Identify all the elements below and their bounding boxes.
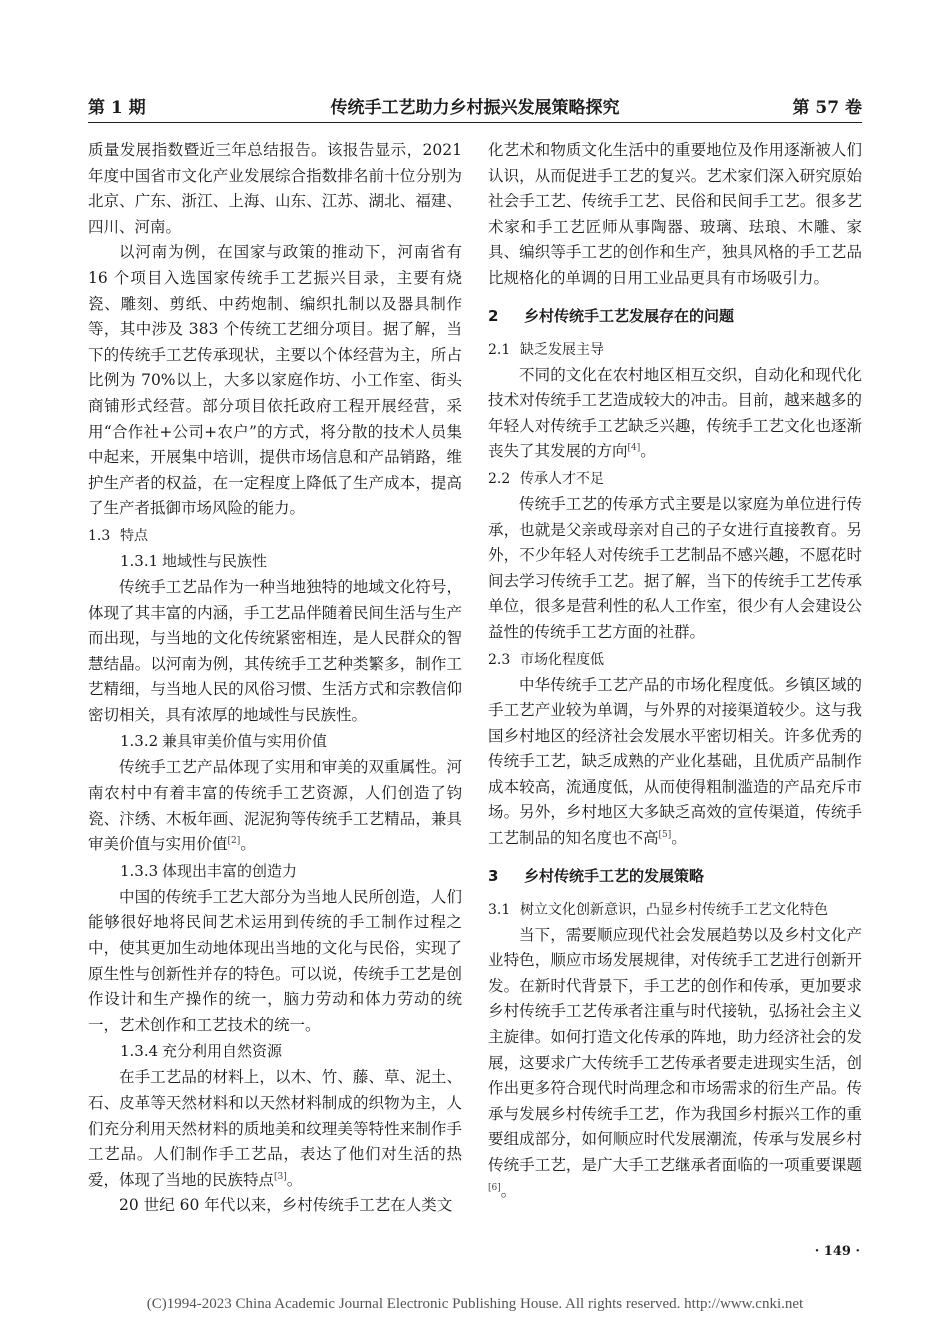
paragraph: 在手工艺品的材料上，以木、竹、藤、草、泥土、石、皮革等天然材料和以天然材料制成的织物为主，人们充分利用天然材料的质地美和纹理美等特性来制作手工艺品。人们制作手工艺品，表达了他们对生活的热爱，体现了当地的民族特点[3]。 bbox=[88, 1068, 462, 1189]
section-heading-1-3-1: 1.3.1 地域性与民族性 bbox=[120, 551, 268, 570]
issue-label: 第 1 期 bbox=[88, 98, 146, 118]
section-heading-2-2: 2.2 传承人才不足 bbox=[488, 470, 604, 487]
paragraph: 以河南为例，在国家与政策的推动下，河南省有 16 个项目入选国家传统手工艺振兴目录，主要有烧瓷、雕刻、剪纸、中药炮制、编织扎制以及器具制作等，其中涉及 383 个传统工艺细分项目。据了解，当下的传统手工艺传承现状，主要以个体经营为主，所占比例为 70%以上，大多以家庭作坊、小工作室、街头商铺形式经营。部分项目依托政府工程开展经营，采用“合作社+公司+农户”的方式，将分散的技术人员集中起来，开展集中培训，提供市场信息和产品销路，维护生产者的权益，在一定程度上降低了生产成本，提高了生产者抵御市场风险的能力。 bbox=[88, 243, 462, 518]
copyright-footer: (C)1994-2023 China Academic Journal Electronic Publishing House. All rights reserved. http://www.cnki.net bbox=[146, 1296, 804, 1312]
right-column bbox=[488, 138, 862, 1204]
section-heading-1-3-2: 1.3.2 兼具审美价值与实用价值 bbox=[120, 732, 328, 751]
section-heading-2-1: 2.1 缺乏发展主导 bbox=[488, 341, 604, 358]
paragraph: 中华传统手工艺产品的市场化程度低。乡镇区域的手工艺产业较为单调，与外界的对接渠道较少。这与我国乡村地区的经济社会发展水平密切相关。许多优秀的传统手工艺，缺乏成熟的产业化基础，且优质产品制作成本较高，流通度低，从而使得粗制滥造的产品充斥市场。另外，乡村地区大多缺乏高效的宣传渠道，传统手工艺制品的知名度也不高[5]。 bbox=[488, 675, 862, 848]
page-number: · 149 · bbox=[814, 1244, 860, 1259]
section-heading-3: 3 乡村传统手工艺的发展策略 bbox=[488, 866, 705, 885]
section-heading-3-1: 3.1 树立文化创新意识，凸显乡村传统手工艺文化特色 bbox=[488, 901, 828, 918]
article-title: 传统手工艺助力乡村振兴发展策略探究 bbox=[330, 98, 620, 118]
citation-ref[interactable]: [6] bbox=[488, 1182, 501, 1193]
paragraph: 20 世纪 60 年代以来，乡村传统手工艺在人类文 bbox=[119, 1196, 453, 1215]
left-column bbox=[88, 138, 462, 1219]
citation-ref[interactable]: [2] bbox=[227, 836, 241, 847]
volume-label: 第 57 卷 bbox=[792, 98, 862, 118]
paragraph: 中国的传统手工艺大部分为当地人民所创造，人们能够很好地将民间艺术运用到传统的手工制作过程之中，使其更加生动地体现出当地的文化与民俗，实现了原生性与创新性并存的特色。可以说，传统手工艺是创作设计和生产操作的统一，脑力劳动和体力劳动的统一，艺术创作和工艺技术的统一。 bbox=[88, 887, 462, 1034]
paragraph: 不同的文化在农村地区相互交织，自动化和现代化技术对传统手工艺造成较大的冲击。目前，越来越多的年轻人对传统手工艺缺乏兴趣，传统手工艺文化也逐渐丧失了其发展的方向[4]。 bbox=[488, 365, 862, 461]
citation-ref[interactable]: [4] bbox=[627, 443, 641, 454]
citation-ref[interactable]: [3] bbox=[274, 1171, 287, 1182]
paragraph: 传统手工艺品作为一种当地独特的地域文化符号，体现了其丰富的内涵，手工艺品伴随着民间生活与生产而出现，与当地的文化传统紧密相连，是人民群众的智慧结晶。以河南为例，其传统手工艺种类繁多，制作工艺精细，与当地人民的风俗习惯、生活方式和宗教信仰密切相关，具有浓厚的地域性与民族性。 bbox=[88, 577, 462, 724]
paragraph: 当下，需要顺应现代社会发展趋势以及乡村文化产业特色，顺应市场发展规律，对传统手工艺进行创新开发。在新时代背景下，手工艺的创作和传承，更加要求乡村传统手工艺传承者注重与时代接轨，弘扬社会主义主旋律。如何打造文化传承的阵地，助力经济社会的发展，这要求广大传统手工艺传承者要走进现实生活，创作出更多符合现代时尚理念和市场需求的衍生产品。传承与发展乡村传统手工艺，作为我国乡村振兴工作的重要组成部分，如何顺应时代发展潮流，传承与发展乡村传统手工艺，是广大手工艺继承者面临的一项重要课题[6]。 bbox=[488, 925, 862, 1200]
section-heading-1-3-4: 1.3.4 充分利用自然资源 bbox=[120, 1042, 283, 1061]
running-header bbox=[88, 96, 862, 123]
section-heading-1-3: 1.3 特点 bbox=[88, 527, 148, 544]
paragraph: 化艺术和物质文化生活中的重要地位及作用逐渐被人们认识，从而促进手工艺的复兴。艺术家们深入研究原始社会手工艺、传统手工艺、民俗和民间手工艺。很多艺术家和手工艺匠师从事陶器、玻璃、珐琅、木雕、家具、编织等手工艺的创作和生产，独具风格的手工艺品比规格化的单调的日用工业品更具有市场吸引力。 bbox=[488, 141, 862, 287]
paragraph: 传统手工艺的传承方式主要是以家庭为单位进行传承，也就是父亲或母亲对自己的子女进行直接教育。另外，不少年轻人对传统手工艺制品不感兴趣，不愿花时间去学习传统手工艺。据了解，当下的传统手工艺传承单位，很多是营利性的私人工作室，很少有人会建设公益性的传统手工艺方面的社群。 bbox=[488, 494, 862, 641]
section-heading-1-3-3: 1.3.3 体现出丰富的创造力 bbox=[120, 861, 298, 880]
section-heading-2: 2 乡村传统手工艺发展存在的问题 bbox=[488, 306, 735, 325]
paragraph: 传统手工艺产品体现了实用和审美的双重属性。河南农村中有着丰富的传统手工艺资源，人们创造了钧瓷、汴绣、木板年画、泥泥狗等传统手工艺精品，兼具审美价值与实用价值[2]。 bbox=[88, 758, 462, 854]
section-heading-2-3: 2.3 市场化程度低 bbox=[488, 651, 604, 668]
paragraph: 质量发展指数暨近三年总结报告。该报告显示，2021 年度中国省市文化产业发展综合指数排名前十位分别为北京、广东、浙江、上海、山东、江苏、湖北、福建、四川、河南。 bbox=[88, 141, 462, 236]
citation-ref[interactable]: [5] bbox=[658, 829, 672, 840]
